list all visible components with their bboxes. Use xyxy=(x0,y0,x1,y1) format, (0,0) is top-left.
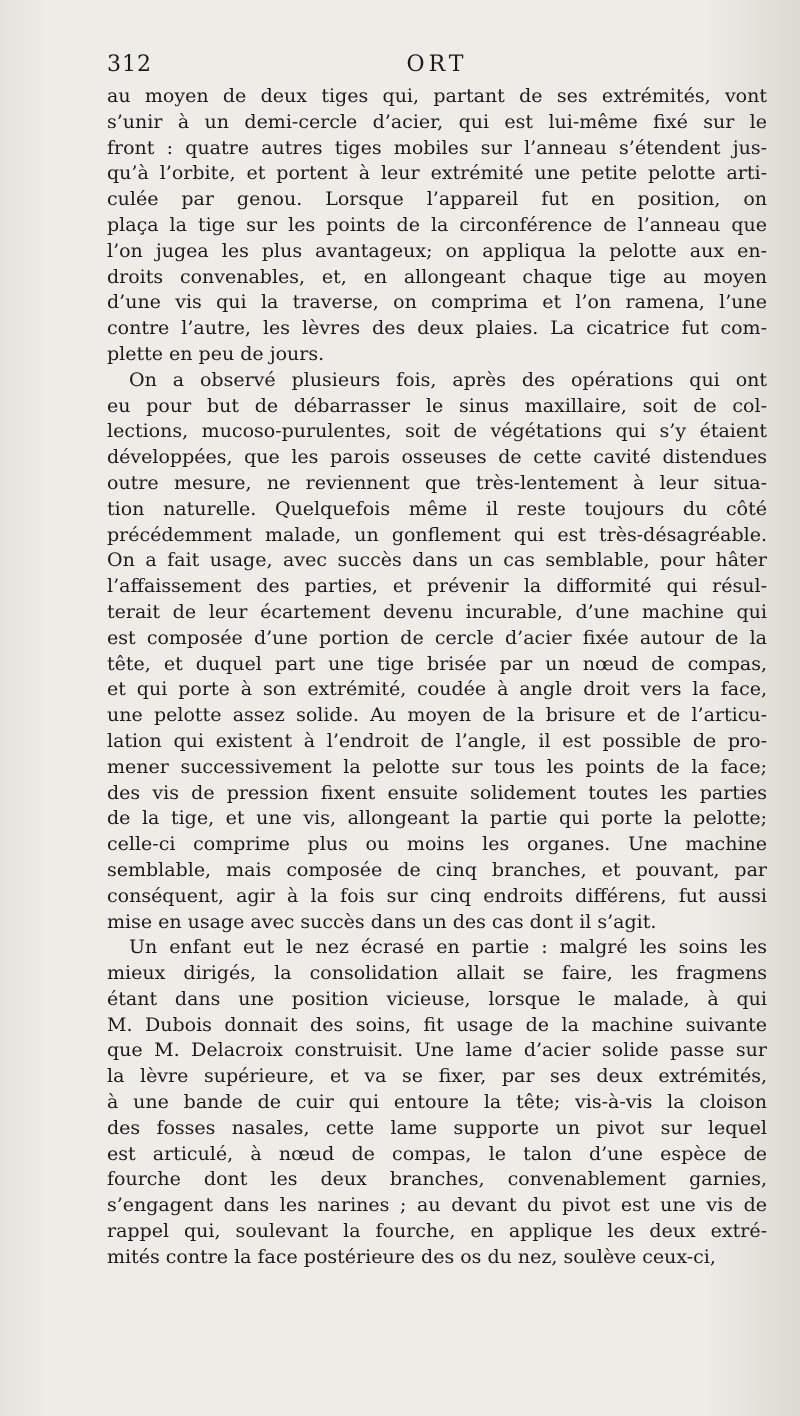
paragraph xyxy=(107,368,767,936)
text-line: tion naturelle. Quelquefois même il reste toujours du côté xyxy=(107,497,767,520)
text-line: On a fait usage, avec succès dans un cas semblable, pour hâter xyxy=(107,549,767,572)
text-line: une pelotte assez solide. Au moyen de la brisure et de l’articu- xyxy=(107,704,767,727)
text-line: plaça la tige sur les points de la circonférence de l’anneau que xyxy=(107,213,767,236)
text-line: mise en usage avec succès dans un des cas dont il s’agit. xyxy=(107,910,657,933)
text-line: étant dans une position vicieuse, lorsque le malade, à qui xyxy=(107,987,767,1010)
text-line: tête, et duquel part une tige brisée par un nœud de compas, xyxy=(107,652,767,675)
text-line: rappel qui, soulevant la fourche, en applique les deux extré- xyxy=(107,1220,767,1243)
text-line: mieux dirigés, la consolidation allait se faire, les fragmens xyxy=(107,962,767,985)
text-line: mités contre la face postérieure des os du nez, soulève ceux-ci, xyxy=(107,1245,716,1268)
text-line: plette en peu de jours. xyxy=(107,342,325,365)
text-line: contre l’autre, les lèvres des deux plaies. La cicatrice fut com- xyxy=(107,317,767,340)
text-line: développées, que les parois osseuses de cette cavité distendues xyxy=(107,446,767,469)
text-line: s’engagent dans les narines ; au devant du pivot est une vis de xyxy=(107,1194,767,1217)
text-line: à une bande de cuir qui entoure la tête; vis-à-vis la cloison xyxy=(107,1091,767,1114)
text-line: est composée d’une portion de cercle d’acier fixée autour de la xyxy=(107,626,767,649)
text-line: outre mesure, ne reviennent que très-lentement à leur situa- xyxy=(107,471,767,494)
page-header xyxy=(107,52,767,82)
text-line: des vis de pression fixent ensuite solidement toutes les parties xyxy=(107,781,767,804)
text-line: et qui porte à son extrémité, coudée à angle droit vers la face, xyxy=(107,678,767,701)
text-line: d’une vis qui la traverse, on comprima et l’on ramena, l’une xyxy=(107,291,767,314)
page-number: 312 xyxy=(107,52,152,77)
text-line: On a observé plusieurs fois, après des opérations qui ont xyxy=(129,368,767,391)
text-line: précédemment malade, un gonflement qui est très-désagréable. xyxy=(107,523,767,546)
text-line: des fosses nasales, cette lame supporte un pivot sur lequel xyxy=(107,1116,767,1139)
text-line: lections, mucoso-purulentes, soit de végétations qui s’y étaient xyxy=(107,420,767,443)
text-line: Un enfant eut le nez écrasé en partie : malgré les soins les xyxy=(129,936,767,959)
text-line: droits convenables, et, en allongeant chaque tige au moyen xyxy=(107,265,767,288)
text-line: s’unir à un demi-cercle d’acier, qui est lui-même fixé sur le xyxy=(107,110,767,133)
text-line: la lèvre supérieure, et va se fixer, par ses deux extrémités, xyxy=(107,1065,767,1088)
text-line: eu pour but de débarrasser le sinus maxillaire, soit de col- xyxy=(107,394,767,417)
text-line: qu’à l’orbite, et portent à leur extrémité une petite pelotte arti- xyxy=(107,162,767,185)
text-line: conséquent, agir à la fois sur cinq endroits différens, fut aussi xyxy=(107,884,767,907)
text-line: terait de leur écartement devenu incurable, d’une machine qui xyxy=(107,600,767,623)
text-line: mener successivement la pelotte sur tous les points de la face; xyxy=(107,755,767,778)
text-line: de la tige, et une vis, allongeant la partie qui porte la pelotte; xyxy=(107,807,767,830)
text-line: l’on jugea les plus avantageux; on appliqua la pelotte aux en- xyxy=(107,239,767,262)
text-line: celle-ci comprime plus ou moins les organes. Une machine xyxy=(107,833,767,856)
text-line: l’affaissement des parties, et prévenir la difformité qui résul- xyxy=(107,575,767,598)
text-line: lation qui existent à l’endroit de l’angle, il est possible de pro- xyxy=(107,729,767,752)
text-line: est articulé, à nœud de compas, le talon d’une espèce de xyxy=(107,1142,767,1165)
paragraph xyxy=(107,935,767,1270)
running-head: ORT xyxy=(406,52,468,77)
paragraph xyxy=(107,84,767,368)
text-line: M. Dubois donnait des soins, fit usage de la machine suivante xyxy=(107,1013,767,1036)
text-line: culée par genou. Lorsque l’appareil fut en position, on xyxy=(107,188,767,211)
text-line: au moyen de deux tiges qui, partant de ses extrémités, vont xyxy=(107,85,767,107)
text-line: fourche dont les deux branches, convenablement garnies, xyxy=(107,1168,767,1191)
body-text xyxy=(107,84,767,1271)
text-line: semblable, mais composée de cinq branches, et pouvant, par xyxy=(107,858,767,881)
text-line: que M. Delacroix construisit. Une lame d’acier solide passe sur xyxy=(107,1039,767,1062)
text-line: front : quatre autres tiges mobiles sur l’anneau s’étendent jus- xyxy=(107,136,767,159)
